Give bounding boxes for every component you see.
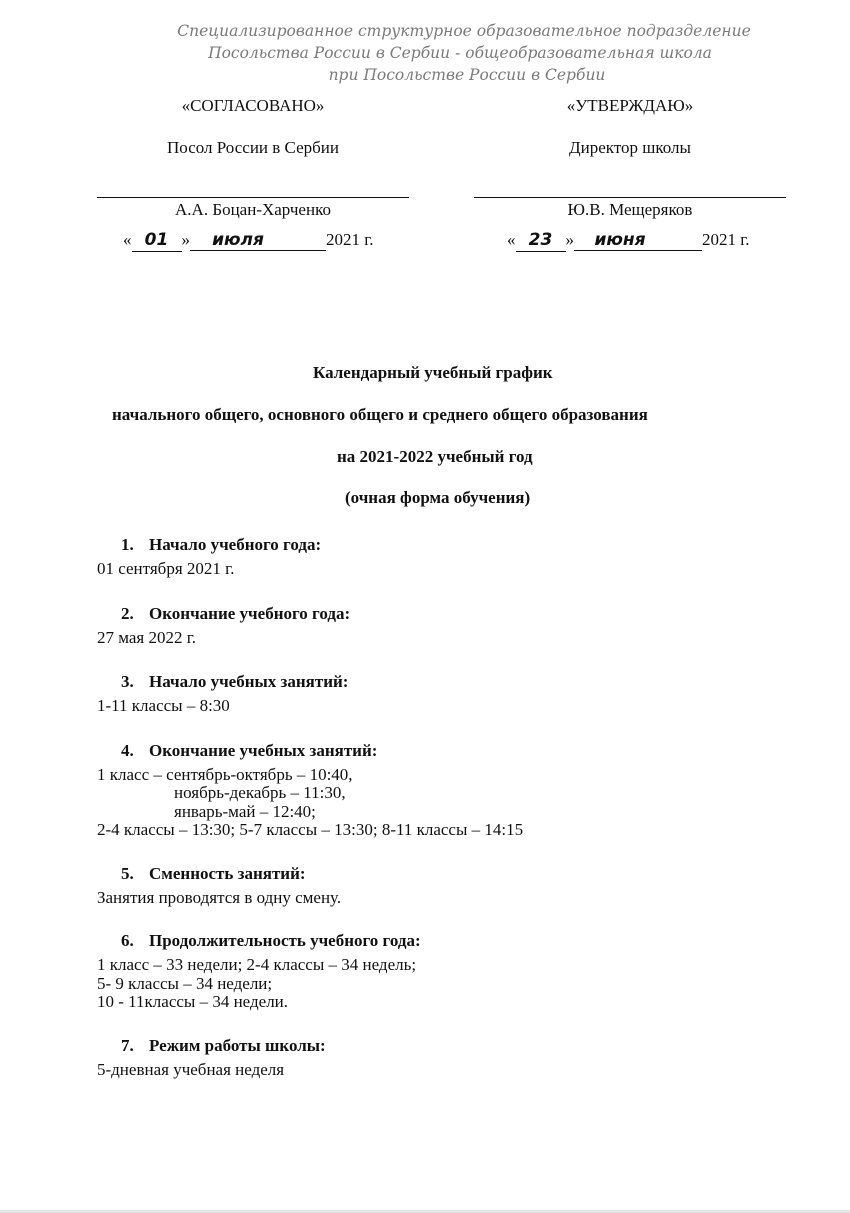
signer-name: Ю.В. Мещеряков [567,200,693,219]
section-number: 2. [121,603,134,623]
signature-line [97,197,409,198]
approval-date [123,227,409,253]
approval-date [507,227,786,253]
section-line: 10 - 11классы – 34 недели. [97,992,289,1011]
section-title: Начало учебного года: [149,535,322,554]
section-body [97,766,797,840]
section-line: ноябрь-декабрь – 11:30, [174,783,346,802]
date-month: июля [190,229,326,251]
section-end-of-year [97,601,797,648]
section-number: 1. [121,535,134,554]
section-body [97,1061,797,1080]
section-line: 5- 9 классы – 34 недели; [97,973,273,993]
section-number: 6. [121,931,134,950]
section-start-of-classes [97,669,797,716]
title-line-3: на 2021-2022 учебный год [337,447,533,466]
section-school-schedule [97,1033,797,1080]
section-heading [97,861,797,886]
section-title: Сменность занятий: [149,863,306,883]
approval-block-agreed [97,94,409,253]
section-shifts [97,861,797,908]
section-line: 1 класс – сентябрь-октябрь – 10:40, [97,764,353,784]
letterhead [0,20,850,86]
section-number: 7. [121,1035,134,1055]
letterhead-line-2: Посольства России в Сербии - общеобразовательная школа [208,44,712,62]
section-body [97,956,797,1012]
section-line: 27 мая 2022 г. [97,627,197,647]
section-heading [97,669,797,694]
title-line-4: (очная форма обучения) [345,488,531,507]
section-body [97,629,797,648]
section-number: 3. [121,672,134,691]
section-heading [97,928,797,953]
section-line: январь-май – 12:40; [174,801,316,821]
approver-position: Директор школы [569,138,691,157]
letterhead-line-1: Специализированное структурное образовательное подразделение [177,22,751,40]
title-line-1: Календарный учебный график [313,363,553,382]
section-title: Окончание учебных занятий: [149,740,378,760]
section-number: 4. [121,740,134,760]
section-title: Продолжительность учебного года: [149,931,421,950]
section-heading [97,532,797,557]
date-open-quote: « [507,230,516,249]
section-number: 5. [121,863,134,883]
section-line: 1 класс – 33 недели; 2-4 классы – 34 недель; [97,955,417,974]
section-heading [97,1033,797,1058]
date-open-quote: « [123,230,132,249]
approval-stamp: «СОГЛАСОВАНО» [181,96,325,115]
section-line: 1-11 классы – 8:30 [97,696,230,715]
section-body [97,889,797,908]
section-body [97,560,797,579]
section-end-of-classes [97,738,797,840]
date-day: 23 [516,229,566,252]
signer-name: А.А. Боцан-Харченко [175,200,331,219]
section-title: Режим работы школы: [149,1035,326,1055]
section-line: 01 сентября 2021 г. [97,559,235,578]
section-line: 5-дневная учебная неделя [97,1059,285,1079]
section-heading [97,601,797,626]
date-year: 2021 г. [702,230,750,249]
section-body [97,697,797,716]
section-year-duration [97,928,797,1012]
date-month: июня [574,229,702,251]
date-year: 2021 г. [326,230,374,249]
section-heading [97,738,797,763]
date-close-quote: » [181,230,190,249]
section-title: Начало учебных занятий: [149,672,349,691]
date-close-quote: » [565,230,574,249]
title-line-2: начального общего, основного общего и среднего общего образования [112,405,648,424]
approval-block-approved [474,94,786,253]
letterhead-line-3: при Посольстве России в Сербии [328,66,606,84]
section-line: 2-4 классы – 13:30; 5-7 классы – 13:30; 8-11 классы – 14:15 [97,820,524,839]
section-title: Окончание учебного года: [149,603,351,623]
approval-stamp: «УТВЕРЖДАЮ» [566,96,694,115]
section-line: Занятия проводятся в одну смену. [97,887,342,907]
schedule-sections [97,532,797,1079]
date-day: 01 [132,229,182,252]
section-start-of-year [97,532,797,579]
approver-position: Посол России в Сербии [167,138,339,157]
signature-line [474,197,786,198]
